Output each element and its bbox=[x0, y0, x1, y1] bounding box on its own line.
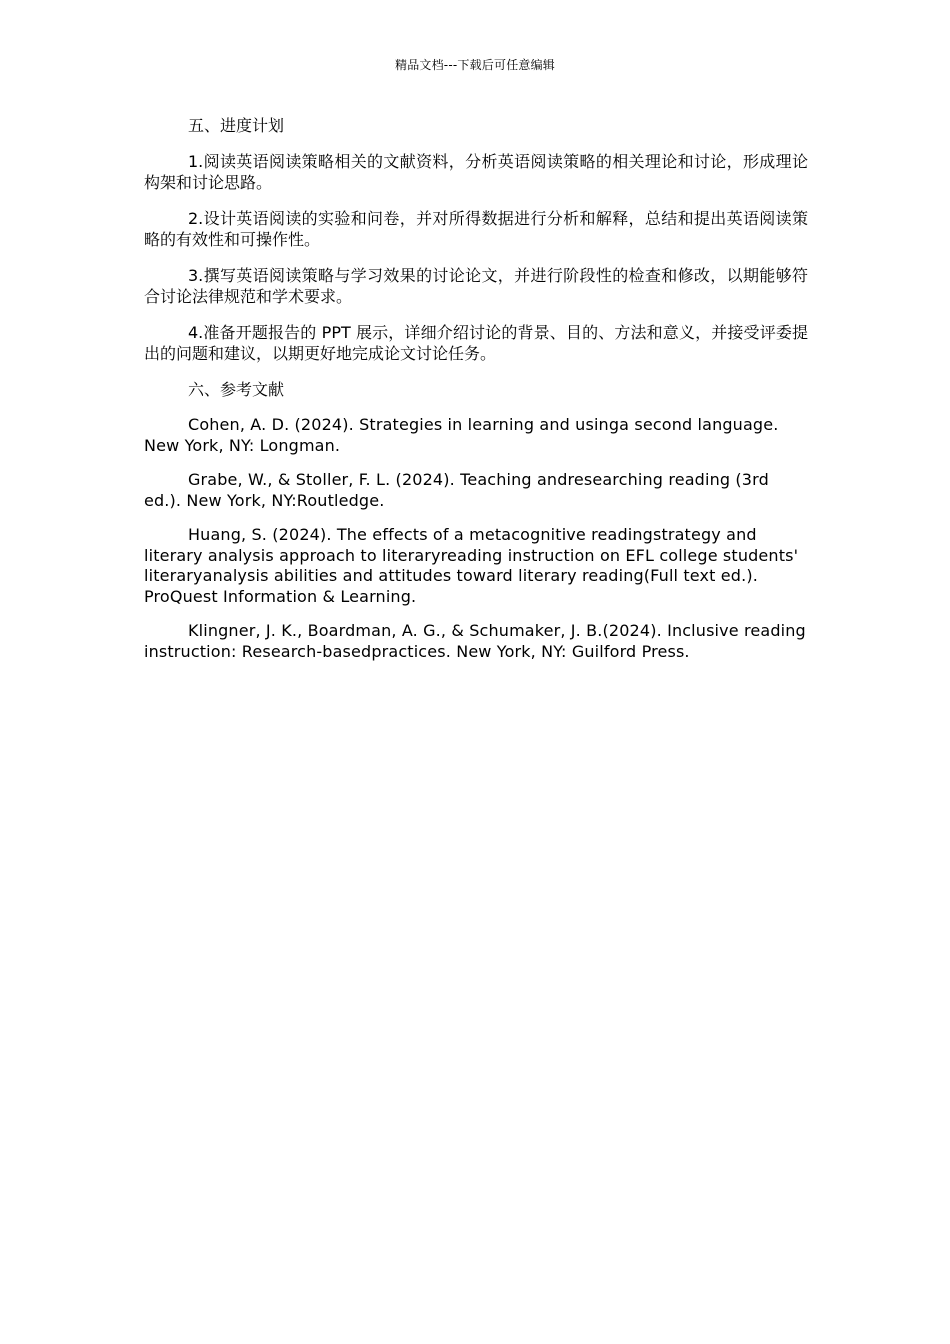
reference-entry: Huang, S. (2024). The effects of a metacognitive readingstrategy and literary analysis approach to literaryreading instruction on EFL college students' literaryanalysis abilities and attitudes toward literary reading(Full text ed.). ProQuest Information & Learning. bbox=[144, 525, 799, 606]
schedule-item: 4.准备开题报告的 PPT 展示，详细介绍讨论的背景、目的、方法和意义，并接受评委提出的问题和建议，以期更好地完成论文讨论任务。 bbox=[144, 323, 808, 363]
reference-entry: Klingner, J. K., Boardman, A. G., & Schumaker, J. B.(2024). Inclusive reading instruction: Research-basedpractices. New York, NY: Guilford Press. bbox=[144, 621, 806, 661]
document-body bbox=[144, 115, 808, 676]
schedule-item: 3.撰写英语阅读策略与学习效果的讨论论文，并进行阶段性的检查和修改，以期能够符合讨论法律规范和学术要求。 bbox=[144, 266, 808, 306]
reference-entry: Cohen, A. D. (2024). Strategies in learning and usinga second language. New York, NY: Longman. bbox=[144, 415, 779, 455]
schedule-item: 1.阅读英语阅读策略相关的文献资料，分析英语阅读策略的相关理论和讨论，形成理论构架和讨论思路。 bbox=[144, 152, 808, 192]
page-header: 精品文档---下载后可任意编辑 bbox=[395, 58, 555, 72]
section-heading-schedule: 五、进度计划 bbox=[188, 116, 285, 135]
section-heading-references: 六、参考文献 bbox=[188, 380, 285, 399]
reference-entry: Grabe, W., & Stoller, F. L. (2024). Teaching andresearching reading (3rd ed.). New York, NY:Routledge. bbox=[144, 470, 769, 510]
schedule-item: 2.设计英语阅读的实验和问卷，并对所得数据进行分析和解释，总结和提出英语阅读策略的有效性和可操作性。 bbox=[144, 209, 808, 249]
